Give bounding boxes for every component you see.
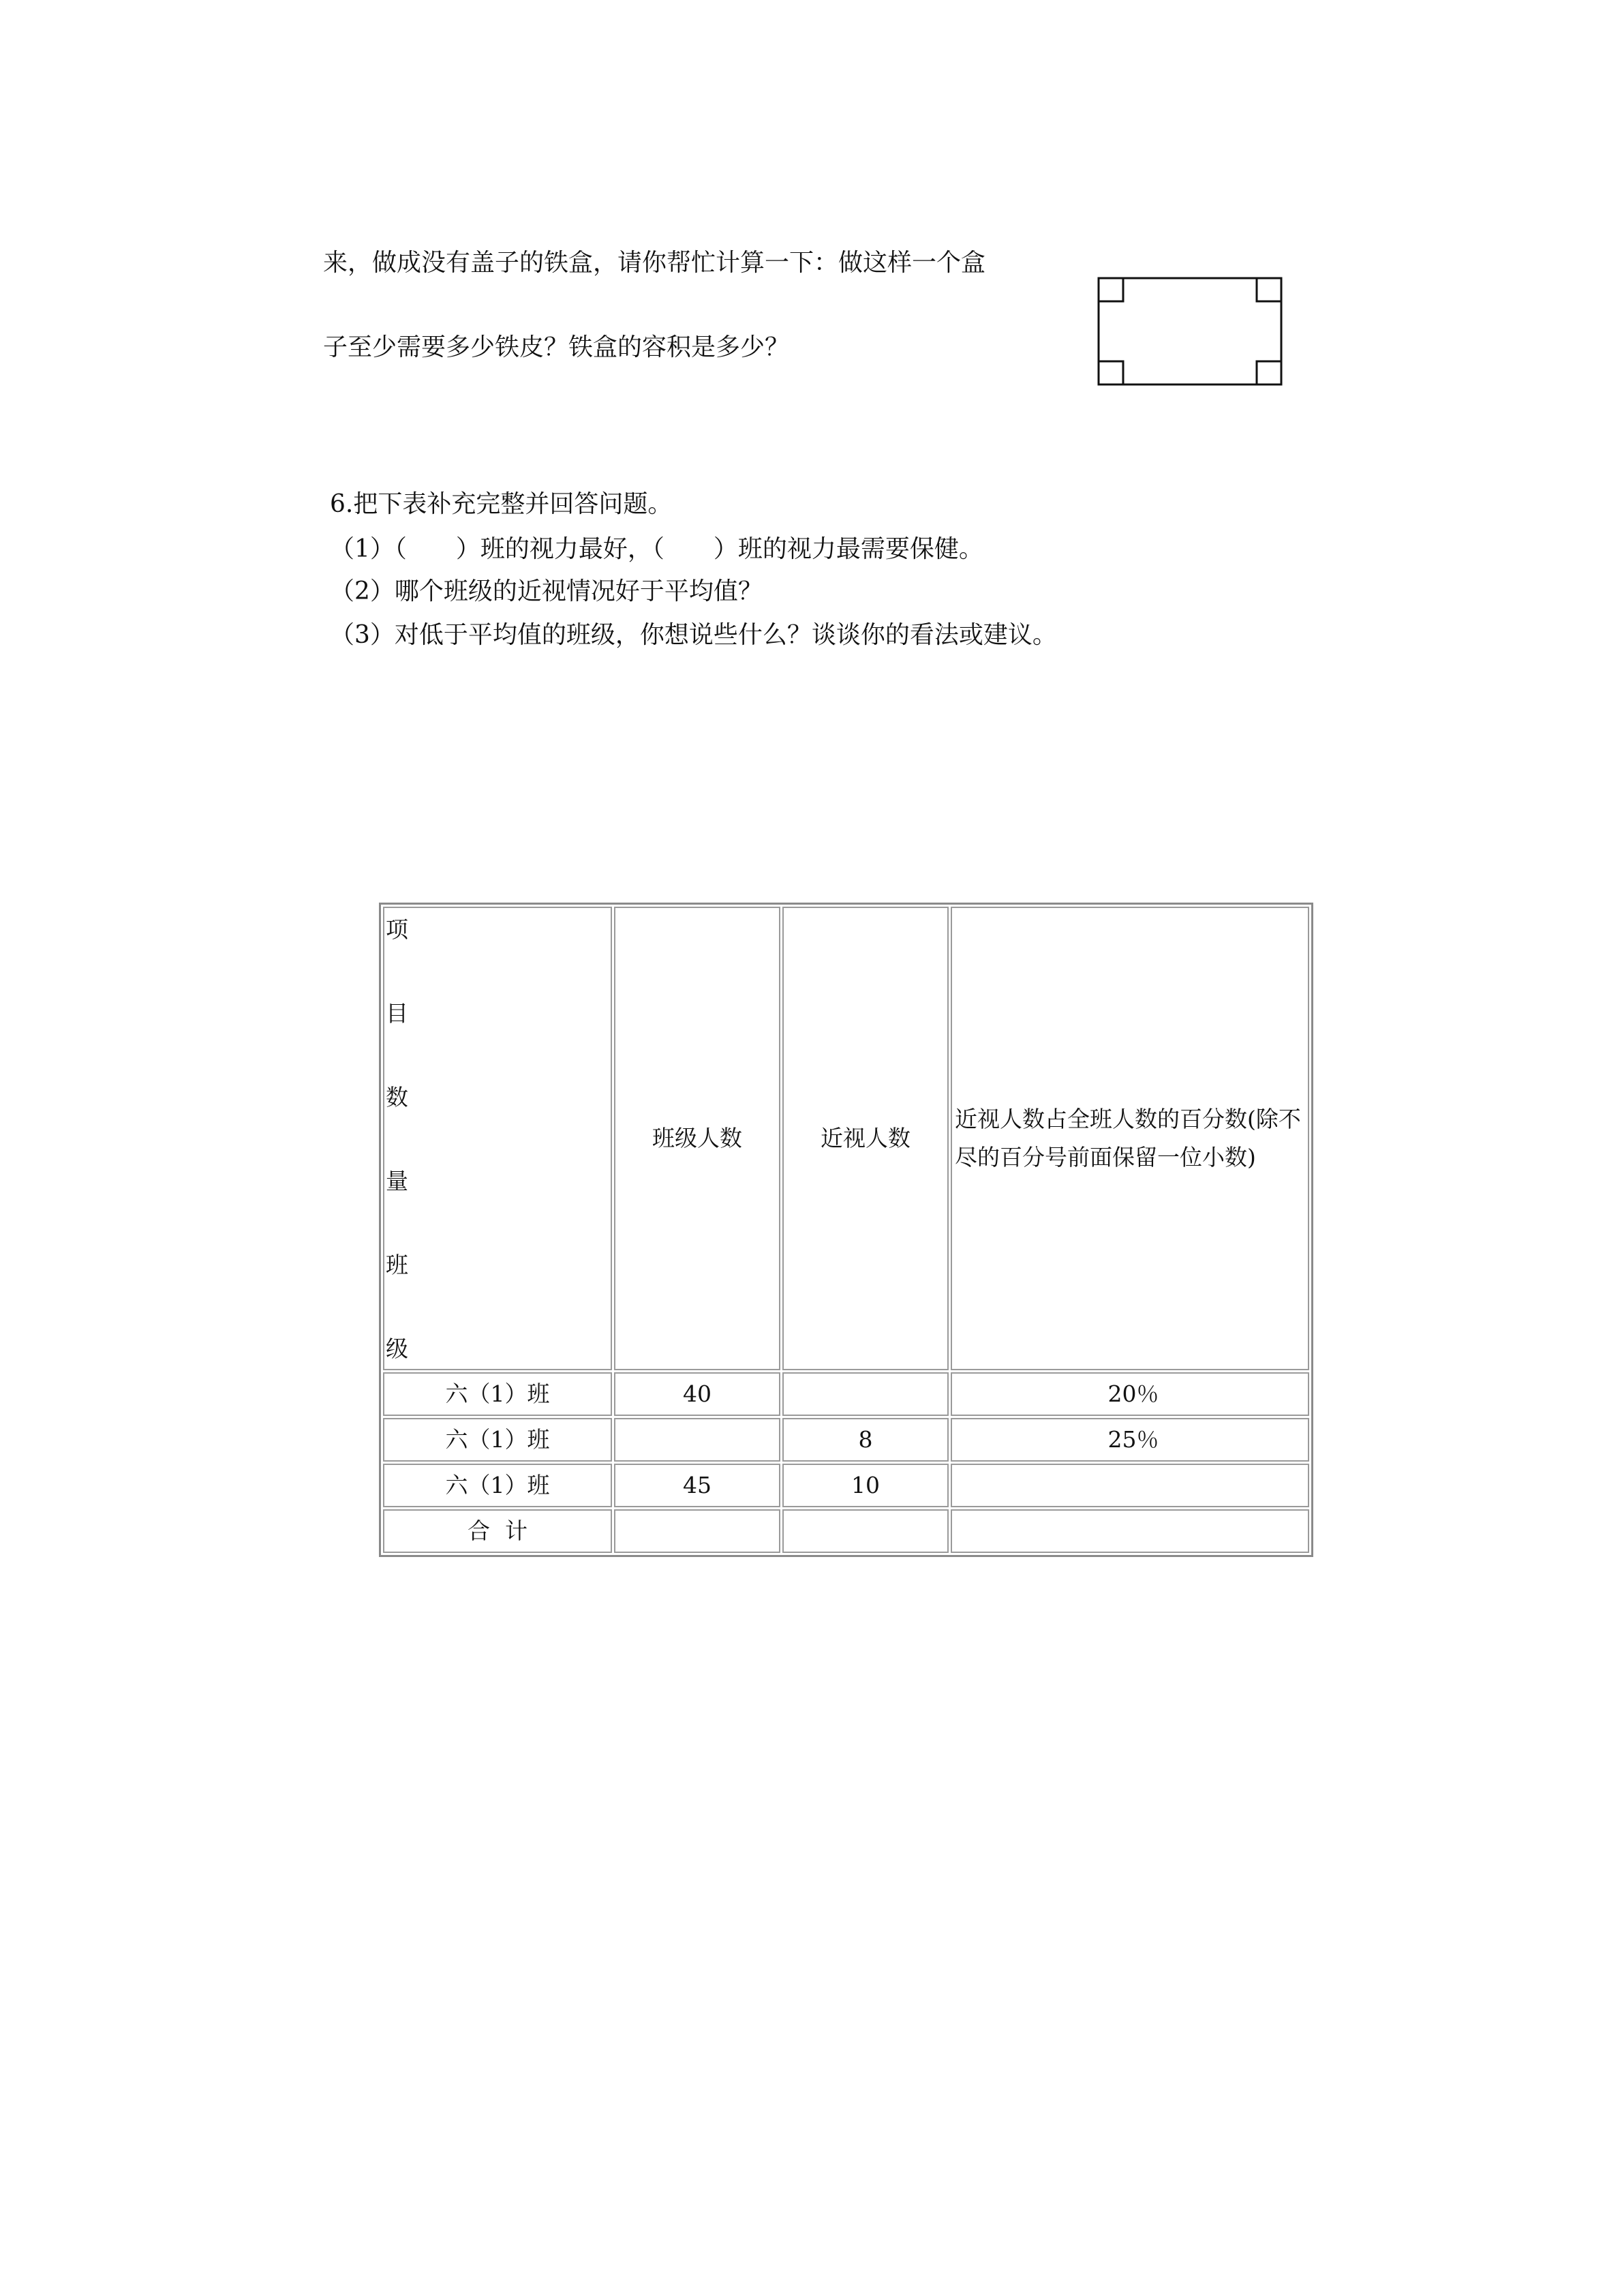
sheet-with-corner-squares-figure — [1097, 277, 1283, 386]
percent-cell: 20％ — [951, 1372, 1309, 1416]
problem5-text-line1: 来，做成没有盖子的铁盒，请你帮忙计算一下：做这样一个盒 — [323, 249, 986, 277]
problem6-question-1: （1）（ ）班的视力最好，（ ）班的视力最需要保健。 — [330, 535, 983, 563]
corner-char: 数 — [386, 1084, 408, 1111]
myopia-count-cell — [782, 1372, 949, 1416]
class-size-cell: 45 — [614, 1464, 780, 1507]
total-class-size-cell — [614, 1509, 780, 1553]
percent-cell — [951, 1464, 1309, 1507]
problem6-title: 6.把下表补充完整并回答问题。 — [330, 490, 673, 518]
problem6-question-2: （2）哪个班级的近视情况好于平均值？ — [330, 577, 763, 605]
corner-char: 级 — [386, 1335, 408, 1362]
header-myopia-count: 近视人数 — [782, 907, 949, 1370]
class-name-cell: 六（1）班 — [383, 1418, 612, 1462]
myopia-count-cell: 10 — [782, 1464, 949, 1507]
class-size-cell: 40 — [614, 1372, 780, 1416]
total-percent-cell — [951, 1509, 1309, 1553]
table-row — [383, 1418, 1309, 1462]
class-size-cell — [614, 1418, 780, 1462]
table-header-row — [383, 907, 1309, 1370]
header-class-size: 班级人数 — [614, 907, 780, 1370]
corner-char: 量 — [386, 1168, 408, 1194]
class-name-cell: 六（1）班 — [383, 1464, 612, 1507]
total-myopia-count-cell — [782, 1509, 949, 1553]
corner-char: 班 — [386, 1252, 408, 1278]
total-label-cell: 合计 — [383, 1509, 612, 1553]
corner-char: 目 — [386, 1000, 408, 1027]
corner-header-cell — [383, 907, 612, 1370]
class-name-cell: 六（1）班 — [383, 1372, 612, 1416]
myopia-count-cell: 8 — [782, 1418, 949, 1462]
problem6-question-3: （3）对低于平均值的班级，你想说些什么？谈谈你的看法或建议。 — [330, 621, 1057, 649]
box-net-diagram — [1097, 277, 1283, 389]
myopia-table — [379, 903, 1313, 1557]
table-total-row — [383, 1509, 1309, 1553]
corner-char: 项 — [386, 916, 408, 943]
problem5-text-line2: 子至少需要多少铁皮？铁盒的容积是多少？ — [323, 333, 790, 361]
header-percent: 近视人数占全班人数的百分数(除不尽的百分号前面保留一位小数) — [951, 907, 1309, 1370]
table-row — [383, 1372, 1309, 1416]
table-row — [383, 1464, 1309, 1507]
percent-cell: 25％ — [951, 1418, 1309, 1462]
